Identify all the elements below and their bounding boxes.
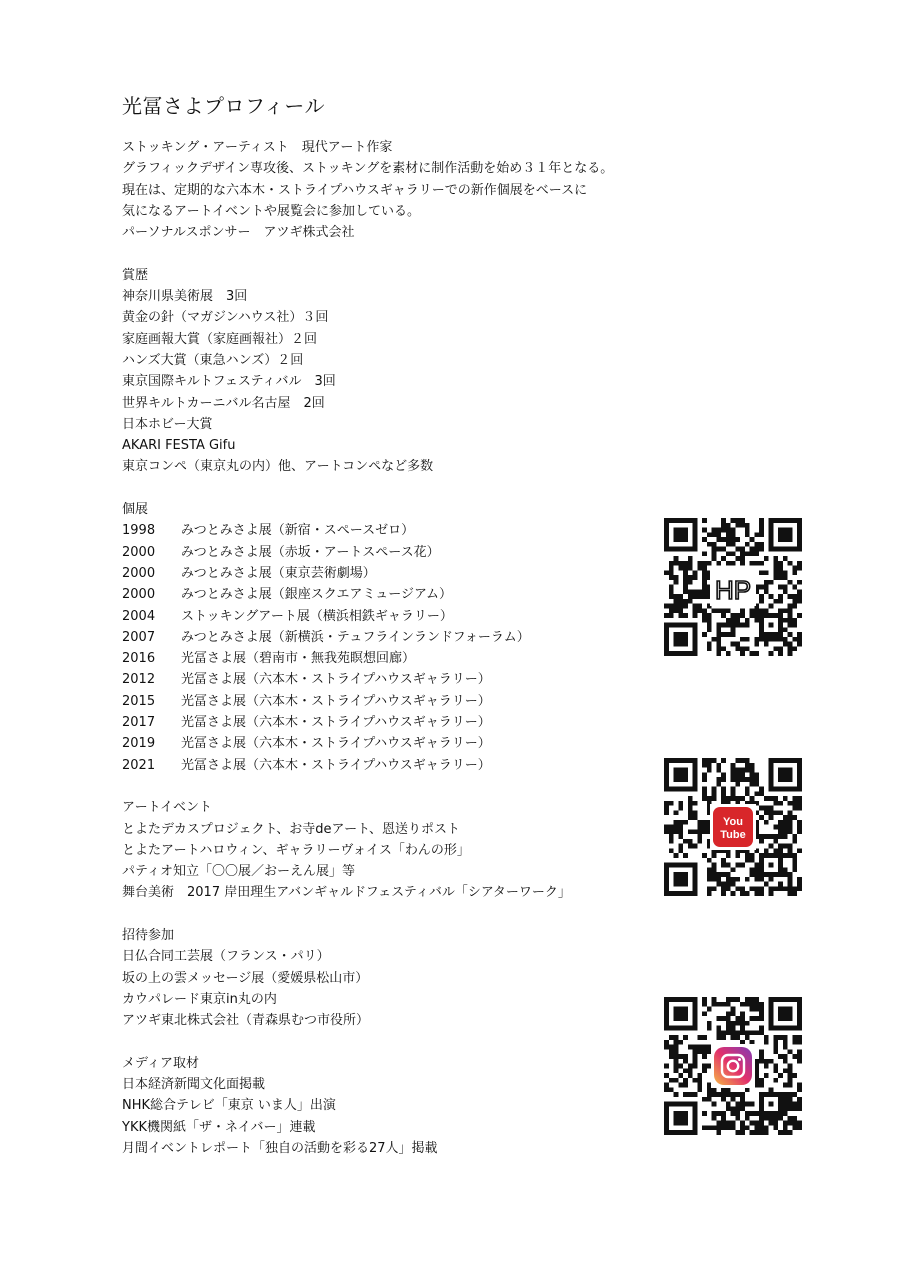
exhibition-title: ストッキングアート展（横浜相鉄ギャラリー）	[181, 608, 453, 624]
exhibition-year: 2019	[122, 736, 156, 752]
section-heading-awards: 賞歴	[122, 267, 149, 283]
award-item: 日本ホビー大賞	[122, 416, 213, 432]
exhibition-title: みつとみさよ展（新宿・スペースゼロ）	[181, 523, 415, 539]
exhibition-row	[122, 627, 662, 648]
exhibition-row	[122, 733, 662, 754]
award-item: ハンズ大賞（東急ハンズ）２回	[122, 352, 304, 368]
youtube-qr-code[interactable]	[664, 758, 802, 896]
intro-line: 気になるアートイベントや展覧会に参加している。	[122, 203, 420, 219]
profile-body	[122, 137, 662, 1159]
invited-item: 坂の上の雲メッセージ展（愛媛県松山市）	[122, 970, 369, 986]
exhibition-row	[122, 520, 662, 541]
award-item: 黄金の針（マガジンハウス社）３回	[122, 310, 329, 326]
section-heading-invited: 招待参加	[122, 927, 175, 943]
intro-line: 現在は、定期的な六本木・ストライプハウスギャラリーでの新作個展をベースに	[122, 182, 588, 198]
solo-exhibitions-section	[122, 499, 662, 776]
exhibition-year: 1998	[122, 523, 156, 539]
exhibition-title: 光冨さよ展（六本木・ストライプハウスギャラリー）	[181, 715, 491, 731]
award-item: AKARI FESTA Gifu	[122, 438, 236, 454]
intro-line: ストッキング・アーティスト 現代アート作家	[122, 140, 393, 155]
invited-item: アツギ東北株式会社（青森県むつ市役所）	[122, 1013, 370, 1029]
youtube-label-bottom: Tube	[720, 829, 746, 841]
awards-section	[122, 265, 662, 478]
hp-qr-code[interactable]	[664, 518, 802, 656]
media-section	[122, 1053, 662, 1159]
event-item: とよたアートハロウィン、ギャラリーヴォイス「わんの形」	[122, 842, 470, 858]
intro-section	[122, 137, 662, 243]
section-heading-solo: 個展	[122, 502, 149, 518]
exhibition-year: 2004	[122, 608, 156, 624]
award-item: 世界キルトカーニバル名古屋 2回	[122, 395, 325, 411]
youtube-icon	[710, 804, 756, 850]
exhibition-year: 2000	[122, 544, 156, 560]
exhibition-year: 2015	[122, 693, 156, 709]
exhibition-row	[122, 584, 662, 605]
invited-item: カウパレード東京in丸の内	[122, 991, 277, 1007]
media-item: 月間イベントレポート「独自の活動を彩る27人」掲載	[122, 1140, 438, 1156]
exhibition-year: 2017	[122, 715, 156, 731]
exhibition-title: みつとみさよ展（東京芸術劇場）	[181, 565, 376, 581]
media-item: NHK総合テレビ「東京 いま人」出演	[122, 1098, 336, 1114]
exhibition-row	[122, 669, 662, 690]
exhibition-row	[122, 712, 662, 733]
section-heading-events: アートイベント	[122, 800, 212, 816]
page-title: 光冨さよプロフィール	[122, 94, 325, 118]
exhibition-year: 2000	[122, 565, 156, 581]
instagram-qr-code[interactable]	[664, 997, 802, 1135]
award-item: 東京国際キルトフェスティバル 3回	[122, 374, 336, 390]
event-item: とよたデカスプロジェクト、お寺deアート、恩送りポスト	[122, 821, 461, 837]
exhibition-title: 光冨さよ展（六本木・ストライプハウスギャラリー）	[181, 757, 491, 773]
exhibition-title: 光冨さよ展（六本木・ストライプハウスギャラリー）	[181, 693, 491, 709]
intro-line: パーソナルスポンサー アツギ株式会社	[122, 225, 355, 241]
exhibition-title: 光冨さよ展（碧南市・無我苑瞑想回廊）	[181, 651, 416, 667]
exhibition-year: 2012	[122, 672, 156, 688]
exhibition-title: みつとみさよ展（新横浜・テュフラインランドフォーラム）	[181, 629, 530, 645]
intro-line: グラフィックデザイン専攻後、ストッキングを素材に制作活動を始め３１年となる。	[122, 161, 614, 177]
exhibition-year: 2021	[122, 757, 156, 773]
event-item: 舞台美術 2017 岸田理生アバンギャルドフェスティバル「シアターワーク」	[122, 885, 571, 901]
hp-label: HP	[714, 575, 752, 605]
exhibition-row	[122, 542, 662, 563]
exhibition-row	[122, 755, 662, 776]
exhibition-title: 光冨さよ展（六本木・ストライプハウスギャラリー）	[181, 672, 491, 688]
media-item: YKK機関紙「ザ・ネイバー」連載	[122, 1119, 316, 1135]
exhibition-row	[122, 563, 662, 584]
award-item: 家庭画報大賞（家庭画報社）２回	[122, 331, 318, 347]
award-item: 東京コンペ（東京丸の内）他、アートコンペなど多数	[122, 459, 434, 475]
exhibition-row	[122, 606, 662, 627]
exhibition-row	[122, 648, 662, 669]
exhibition-title: みつとみさよ展（銀座スクエアミュージアム）	[181, 587, 453, 603]
exhibition-row	[122, 691, 662, 712]
hp-badge	[708, 562, 758, 612]
media-item: 日本経済新聞文化面掲載	[122, 1077, 266, 1093]
exhibition-year: 2000	[122, 587, 156, 603]
section-heading-media: メディア取材	[122, 1055, 199, 1071]
event-item: パティオ知立「〇〇展／おーえん展」等	[122, 864, 355, 880]
invited-section	[122, 925, 662, 1031]
youtube-label-top: You	[723, 816, 743, 828]
exhibition-year: 2016	[122, 651, 156, 667]
exhibition-year: 2007	[122, 629, 156, 645]
exhibition-title: 光冨さよ展（六本木・ストライプハウスギャラリー）	[181, 736, 491, 752]
art-events-section	[122, 797, 662, 903]
instagram-icon	[711, 1044, 755, 1088]
award-item: 神奈川県美術展 3回	[122, 289, 248, 305]
exhibition-title: みつとみさよ展（赤坂・アートスペース花）	[181, 544, 440, 560]
invited-item: 日仏合同工芸展（フランス・パリ）	[122, 949, 330, 965]
